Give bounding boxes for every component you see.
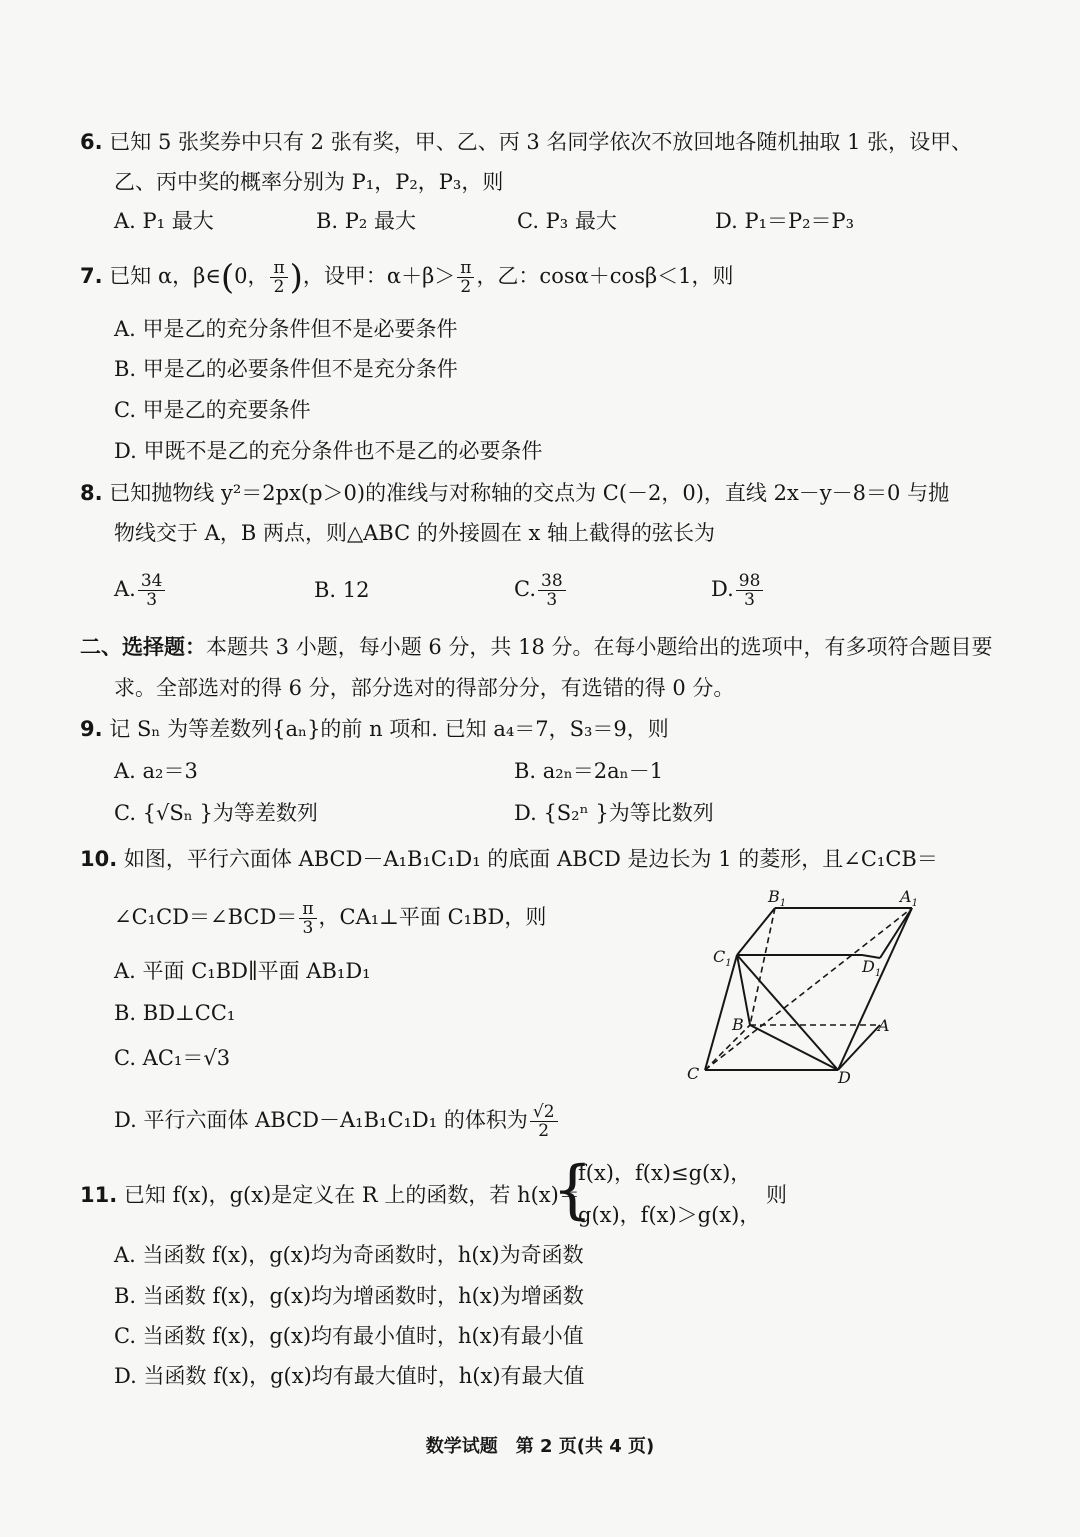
q11-stem-a: 已知 f(x)，g(x)是定义在 R 上的函数，若 h(x)＝: [123, 1183, 580, 1207]
q10-d-den: 2: [538, 1121, 550, 1141]
q6-option-d: D. P₁＝P₂＝P₃: [715, 209, 855, 233]
q10-option-b: B. BD⊥CC₁: [114, 1001, 236, 1025]
q8-option-a-label: A.: [114, 577, 136, 601]
q7-fraction-pi-2-b: [457, 259, 474, 296]
q6-option-a: A. P₁ 最大: [114, 209, 214, 233]
q10-stem-line2a: ∠C₁CD＝∠BCD＝: [114, 905, 298, 929]
q7-frac-num: π: [270, 259, 287, 278]
q10-option-a: A. 平面 C₁BD∥平面 AB₁D₁: [114, 959, 371, 983]
q7-option-d: D. 甲既不是乙的充分条件也不是乙的必要条件: [114, 439, 543, 463]
label-a1: $A_1$: [900, 887, 918, 909]
parallelepiped-figure: [680, 880, 920, 1090]
q10-line2: [114, 900, 546, 937]
edge-a1-d1: [880, 908, 912, 958]
q11-case2: g(x)，f(x)＞g(x)，: [578, 1203, 761, 1227]
q7-fraction-pi-2: [270, 259, 287, 296]
q10-option-d: [114, 1103, 560, 1140]
q8-number: 8.: [80, 481, 103, 505]
q8-option-b: B. 12: [314, 578, 370, 602]
q8-d-num: 98: [736, 572, 764, 591]
q8-c-num: 38: [538, 572, 566, 591]
q7-zero: 0，: [234, 264, 269, 288]
q10-number: 10.: [80, 847, 118, 871]
diag-c-a1-hidden: [705, 908, 912, 1070]
label-c: C: [687, 1064, 700, 1083]
q10-option-d-fraction: [530, 1103, 558, 1140]
q9-option-a: A. a₂＝3: [114, 759, 198, 783]
section2-line1: [80, 632, 993, 662]
label-c1: $C_1$: [713, 947, 732, 969]
q8-option-d: [711, 572, 765, 609]
q10-fraction-pi-3: [299, 900, 316, 937]
q10-stem-line2b: ，CA₁⊥平面 C₁BD，则: [318, 905, 547, 929]
q9-option-c: C. {√Sₙ }为等差数列: [114, 801, 318, 825]
q11-option-b: B. 当函数 f(x)，g(x)均为增函数时，h(x)为增函数: [114, 1284, 584, 1308]
q10-d-num: √2: [530, 1103, 558, 1122]
q9-option-d: D. {S₂ⁿ }为等比数列: [514, 801, 714, 825]
q8-d-den: 3: [744, 590, 755, 610]
q6-stem-line2: 乙、丙中奖的概率分别为 P₁，P₂，P₃，则: [114, 170, 504, 194]
label-b1: $B_1$: [768, 887, 787, 909]
edge-d-a: [838, 1025, 880, 1070]
q10-option-c: C. AC₁＝√3: [114, 1046, 231, 1070]
label-d1: $D_1$: [862, 957, 882, 979]
q8-option-c-label: C.: [514, 577, 536, 601]
label-b: B: [732, 1015, 744, 1034]
edge-b1-b-hidden: [750, 908, 775, 1025]
q7-frac-den: 2: [273, 277, 285, 297]
q7-paren-close: ): [289, 257, 303, 298]
q11-option-d: D. 当函数 f(x)，g(x)均有最大值时，h(x)有最大值: [114, 1364, 585, 1388]
edge-c1-d: [737, 955, 838, 1070]
q8-option-d-fraction: [736, 572, 764, 609]
q7-frac2-den: 2: [460, 277, 472, 297]
q11-option-a: A. 当函数 f(x)，g(x)均为奇函数时，h(x)为奇函数: [114, 1243, 584, 1267]
q11-stem: [80, 1180, 580, 1210]
q6-number: 6.: [80, 130, 103, 154]
q8-c-den: 3: [546, 590, 558, 610]
q11-option-c: C. 当函数 f(x)，g(x)均有最小值时，h(x)有最小值: [114, 1324, 584, 1348]
page-footer: 数学试题 第 2 页(共 4 页): [425, 1436, 655, 1457]
q7-stem-b: ，设甲：α＋β＞: [302, 264, 456, 288]
q7-paren-open: (: [220, 257, 235, 298]
q8-a-num: 34: [138, 572, 166, 591]
q10-frac-num: π: [299, 900, 316, 919]
label-d: D: [838, 1068, 851, 1087]
q7-stem-a: 已知 α，β∈: [109, 264, 221, 288]
q8-option-d-label: D.: [711, 577, 734, 601]
q9-option-b: B. a₂ₙ＝2aₙ－1: [514, 759, 664, 783]
q8-option-a: [114, 572, 167, 609]
q7-stem-c: ，乙：cosα＋cosβ＜1，则: [476, 264, 734, 288]
q8-line1: [80, 478, 949, 508]
q7-option-c: C. 甲是乙的充要条件: [114, 398, 311, 422]
q6-line1: [80, 127, 972, 157]
q8-a-den: 3: [146, 590, 158, 610]
q7-frac2-num: π: [457, 259, 474, 278]
q8-option-a-fraction: [138, 572, 166, 609]
q7-number: 7.: [80, 264, 103, 288]
q9-stem-text: 记 Sₙ 为等差数列{aₙ}的前 n 项和. 已知 a₄＝7，S₃＝9，则: [109, 717, 669, 741]
q8-stem-line1: 已知抛物线 y²＝2px(p＞0)的准线与对称轴的交点为 C(－2，0)，直线 2x－y－8＝0 与抛: [109, 481, 950, 505]
q11-number: 11.: [80, 1183, 118, 1207]
q9-number: 9.: [80, 717, 103, 741]
label-a: A: [878, 1016, 890, 1035]
q10-stem-line1: 如图，平行六面体 ABCD－A₁B₁C₁D₁ 的底面 ABCD 是边长为 1 的菱形，且∠C₁CB＝: [123, 847, 938, 871]
edge-c1-c: [705, 955, 737, 1070]
q7-stem: [80, 259, 733, 296]
q11-stem-b: 则: [766, 1183, 787, 1207]
q11-case1: f(x)，f(x)≤g(x)，: [578, 1161, 752, 1185]
q10-frac-den: 3: [302, 918, 314, 938]
q8-stem-line2: 物线交于 A，B 两点，则△ABC 的外接圆在 x 轴上截得的弦长为: [114, 521, 716, 545]
q11-brace: {: [552, 1153, 593, 1227]
q9-stem: [80, 714, 669, 744]
q6-option-c: C. P₃ 最大: [517, 209, 617, 233]
edge-a1-d-diag: [838, 908, 912, 1070]
q10-option-d-text: D. 平行六面体 ABCD－A₁B₁C₁D₁ 的体积为: [114, 1108, 528, 1132]
section2-text2: 求。全部选对的得 6 分，部分选对的得部分分，有选错的得 0 分。: [114, 676, 735, 700]
q7-option-a: A. 甲是乙的充分条件但不是必要条件: [114, 317, 458, 341]
section2-text1: 本题共 3 小题，每小题 6 分，共 18 分。在每小题给出的选项中，有多项符合题目要: [206, 635, 993, 659]
edge-b-d: [750, 1025, 838, 1070]
q8-option-c-fraction: [538, 572, 566, 609]
q6-stem-line1: 已知 5 张奖券中只有 2 张有奖，甲、乙、丙 3 名同学依次不放回地各随机抽取 1 张，设甲、: [109, 130, 973, 154]
q10-line1: [80, 844, 938, 874]
section2-heading: 二、选择题：: [80, 634, 206, 659]
q6-option-b: B. P₂ 最大: [316, 209, 417, 233]
q7-option-b: B. 甲是乙的必要条件但不是充分条件: [114, 357, 458, 381]
q8-option-c: [514, 572, 568, 609]
